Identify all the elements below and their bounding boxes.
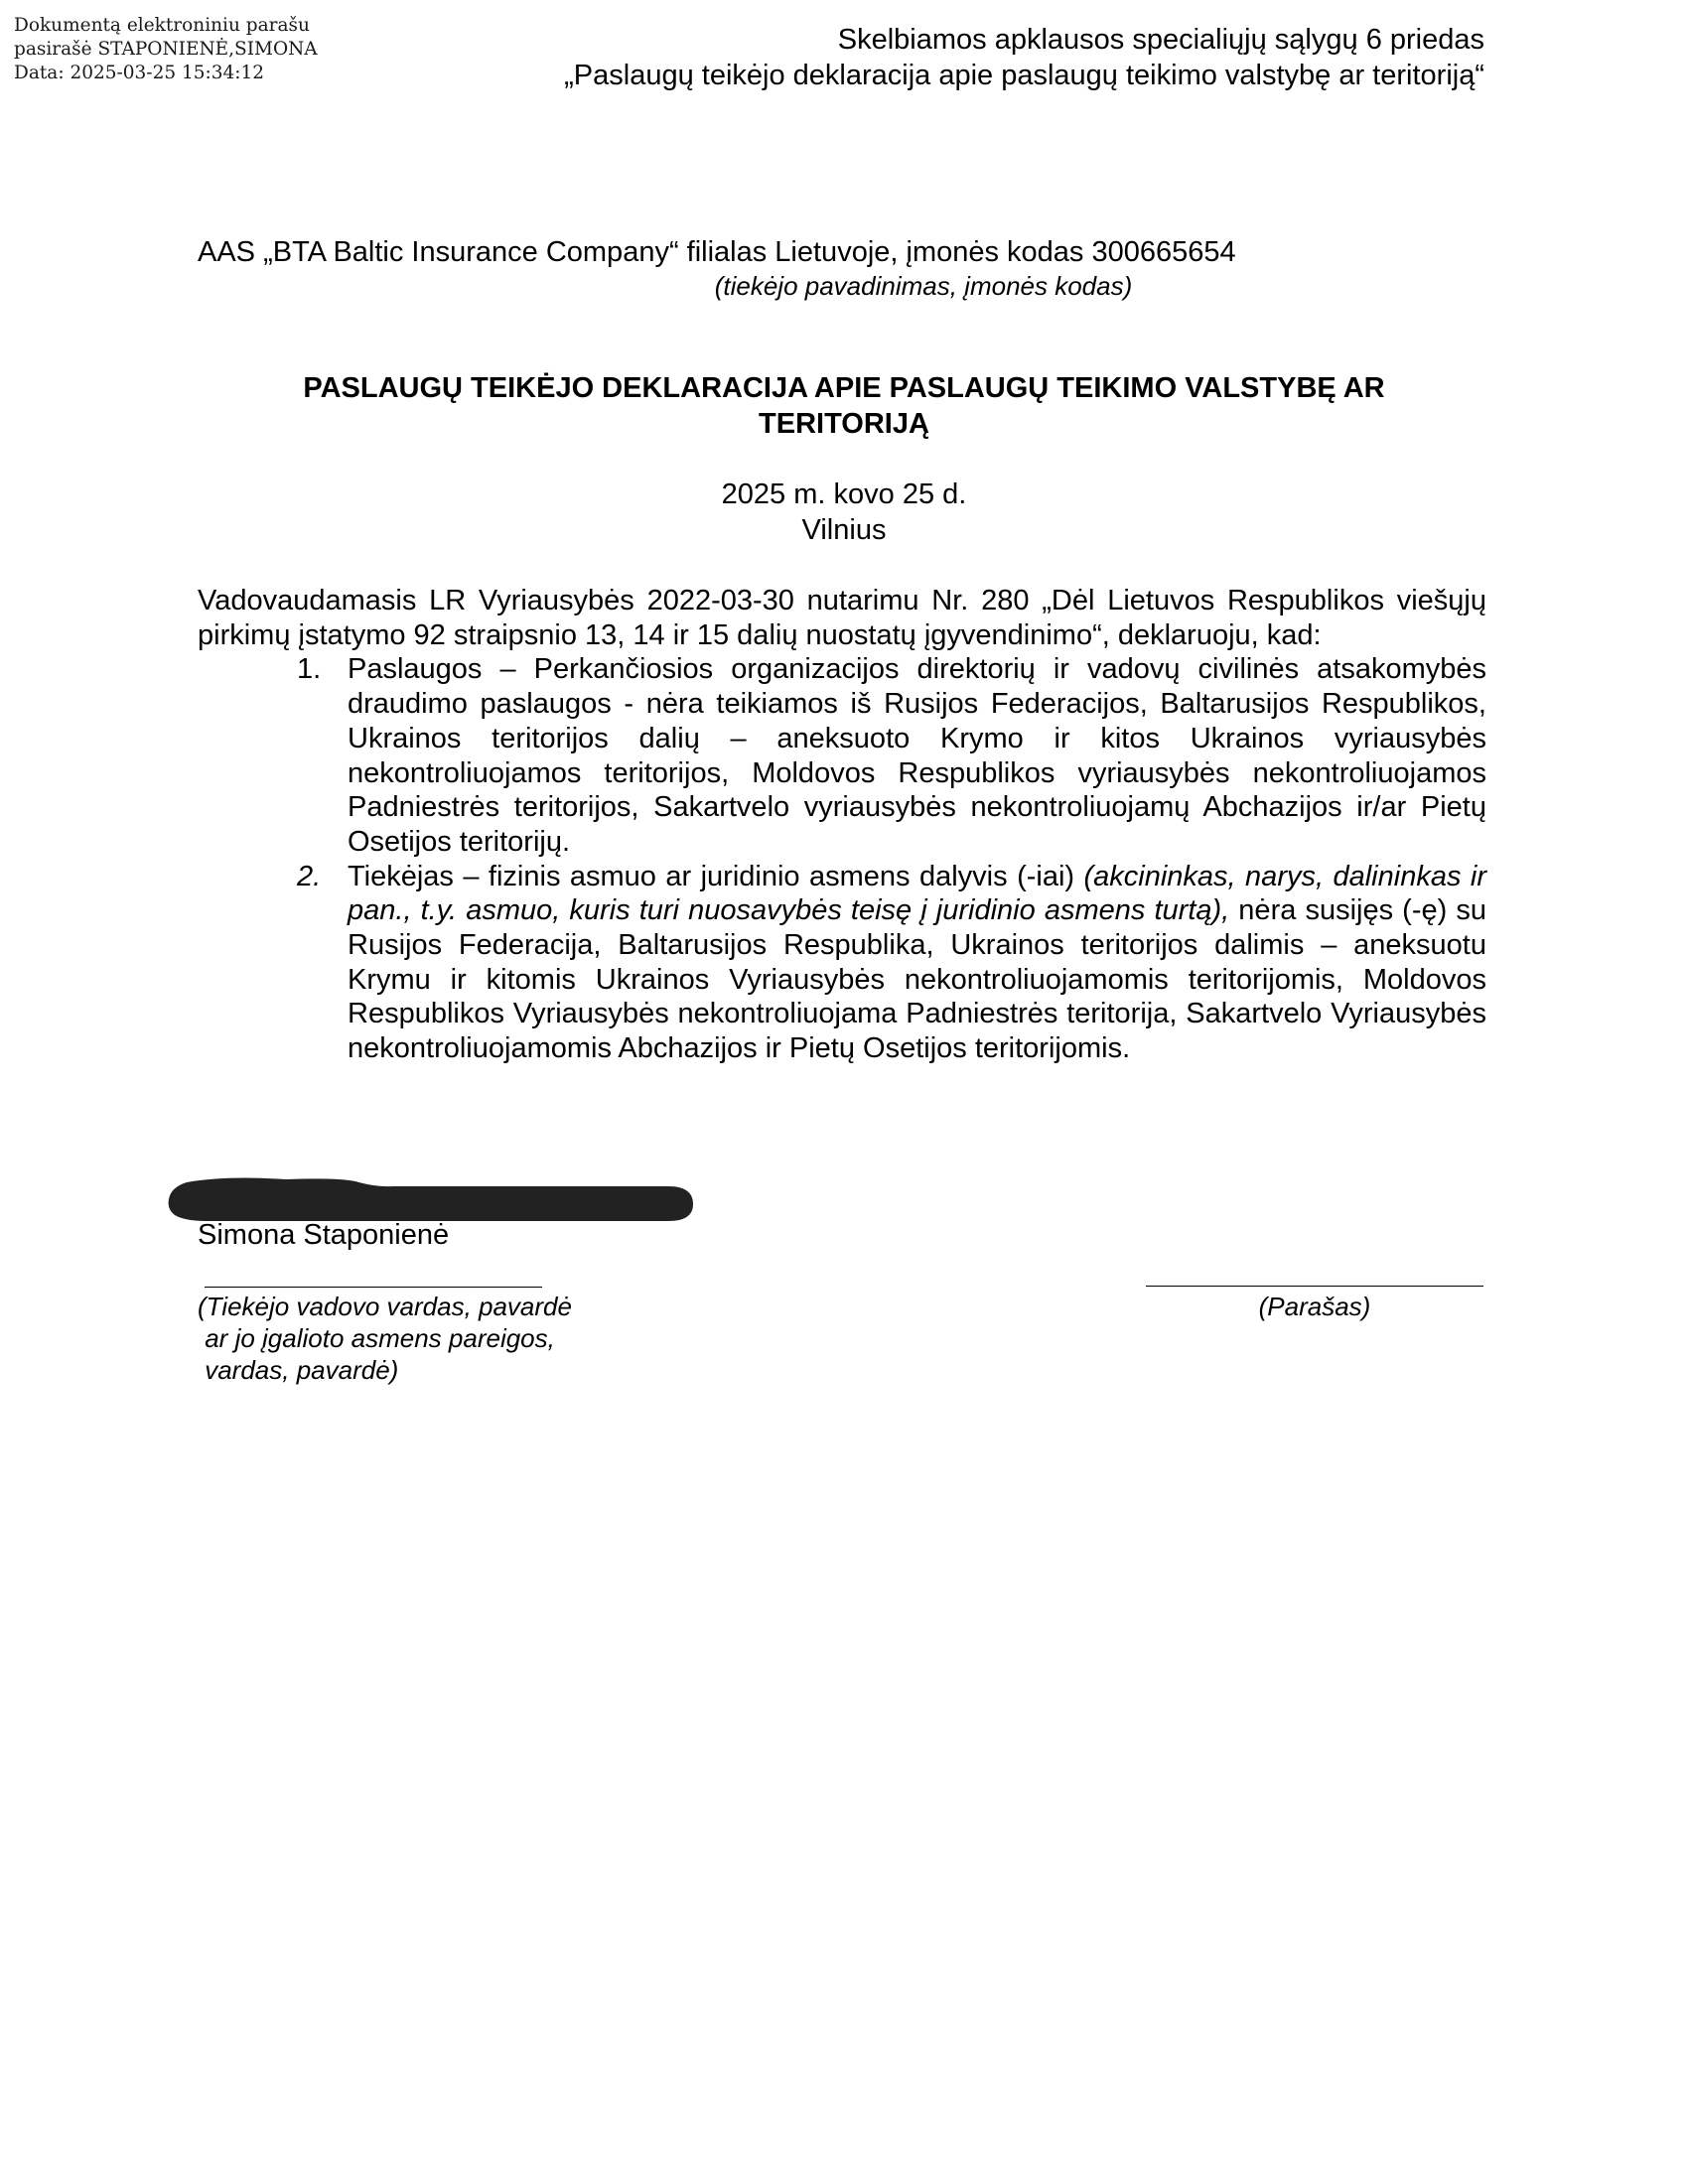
supplier-caption [0,270,1688,302]
document-place: Vilnius [801,514,887,546]
name-underline [205,1287,542,1288]
document-title [0,370,1688,442]
signature-caption: (Parašas) [1258,1292,1371,1321]
declaration-item-2 [198,860,1486,1066]
declaration-body [198,584,1486,1066]
item-text-before: Tiekėjas – fizinis asmuo ar juridinio asmens dalyvis (-iai) [348,860,1084,892]
declaration-item-1 [198,652,1486,859]
esign-line-3: Data: 2025-03-25 15:34:12 [14,63,265,83]
title-line-1: PASLAUGŲ TEIKĖJO DEKLARACIJA APIE PASLAUGŲ TEIKIMO VALSTYBĘ AR [303,372,1385,404]
redaction-mark [167,1177,695,1222]
annex-line-2: „Paslaugų teikėjo deklaracija apie paslaugų teikimo valstybę ar teritoriją“ [564,60,1484,91]
declaration-items [198,652,1486,1065]
item-number: 1. [297,653,322,686]
document-date: 2025 m. kovo 25 d. [721,478,967,510]
signature-underline [1146,1286,1483,1287]
electronic-signature-stamp [14,14,318,85]
intro-paragraph: Vadovaudamasis LR Vyriausybės 2022-03-30 nutarimu Nr. 280 „Dėl Lietuvos Respublikos viešųjų pirkimų įstatymo 92 straipsnio 13, 14 ir 15 dalių nuostatų įgyvendinimo“, deklaruoju, kad: [198,585,1486,651]
date-place [0,477,1688,548]
signer-caption [198,1291,572,1386]
signer-caption-line-2: ar jo įgalioto asmens pareigos, [198,1323,555,1353]
item-text-after: nėra susijęs (-ę) su Rusijos Federacija, Baltarusijos Respublika, Ukrainos teritorijos dalimis – aneksuotu Krymu ir kitomis Ukrainos Vyriausybės nekontroliuojamomis teritorijomis, Moldovos Respublikos Vyriausybės nekontroliuojama Padniestrės teritorija, Sakartvelo Vyriausybės nekontroliuojamomis Abchazijos ir Pietų Osetijos teritorijomis. [348,894,1486,1065]
signer-name: Simona Staponienė [198,1219,450,1251]
esign-line-1: Dokumentą elektroniniu parašu [14,15,310,36]
supplier-caption-text: (tiekėjo pavadinimas, įmonės kodas) [714,271,1133,301]
item-text-italic: (akcininkas, narys, dalininkas ir pan., t.y. asmuo, kuris turi nuosavybės teisę į juridinio asmens turtą), [348,860,1486,927]
redaction-shape [169,1178,693,1221]
item-text: Paslaugos – Perkančiosios organizacijos direktorių ir vadovų civilinės atsakomybės draudimo paslaugos - nėra teikiamos iš Rusijos Federacijos, Baltarusijos Respublikos, Ukrainos teritorijos dalių – aneksuoto Krymo ir kitos Ukrainos vyriausybės nekontroliuojamos teritorijos, Moldovos Respublikos vyriausybės nekontroliuojamos Padniestrės teritorijos, Sakartvelo vyriausybės nekontroliuojamų Abchazijos ir/ar Pietų Osetijos teritorijų. [348,653,1486,858]
signer-caption-line-3: vardas, pavardė) [198,1355,399,1385]
item-number: 2. [297,860,322,892]
annex-line-1: Skelbiamos apklausos specialiųjų sąlygų 6 priedas [837,24,1484,56]
signer-caption-line-1: (Tiekėjo vadovo vardas, pavardė [198,1292,572,1321]
title-line-2: TERITORIJĄ [759,408,929,440]
esign-line-2: pasirašė STAPONIENĖ,SIMONA [14,39,318,60]
annex-header [564,22,1484,93]
supplier-name: AAS „BTA Baltic Insurance Company“ filialas Lietuvoje, įmonės kodas 300665654 [198,236,1236,268]
